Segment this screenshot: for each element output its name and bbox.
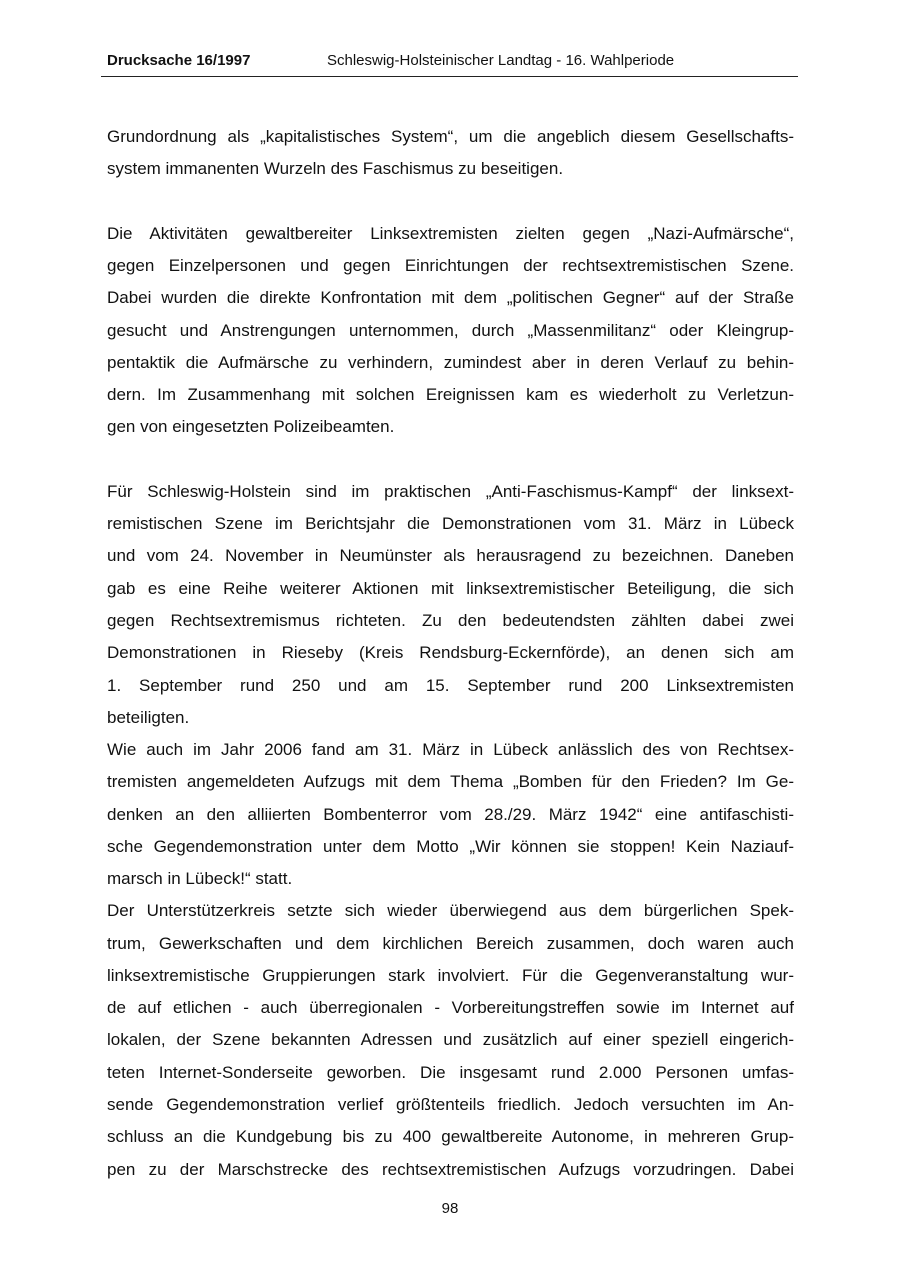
paragraph bbox=[107, 218, 794, 444]
text-line: pen zu der Marschstrecke des rechtsextremistischen Aufzugs vorzudringen. Dabei bbox=[107, 1159, 794, 1179]
text-line: dern. Im Zusammenhang mit solchen Ereignissen kam es wiederholt zu Verletzun- bbox=[107, 385, 794, 405]
paragraph-gap bbox=[107, 186, 794, 218]
header-rule bbox=[101, 76, 798, 77]
text-line: gab es eine Reihe weiterer Aktionen mit linksextremistischer Beteiligung, die sich bbox=[107, 578, 794, 598]
text-line: schluss an die Kundgebung bis zu 400 gewaltbereite Autonome, in mehreren Grup- bbox=[107, 1127, 794, 1147]
text-line: beteiligten. bbox=[107, 707, 190, 727]
text-line: Der Unterstützerkreis setzte sich wieder überwiegend aus dem bürgerlichen Spek- bbox=[107, 901, 794, 921]
page-number: 98 bbox=[441, 1200, 459, 1217]
text-line: tremisten angemeldeten Aufzugs mit dem Thema „Bomben für den Frieden? Im Ge- bbox=[107, 772, 794, 792]
text-line: denken an den alliierten Bombenterror vom 28./29. März 1942“ eine antifaschisti- bbox=[107, 804, 794, 824]
text-line: Für Schleswig-Holstein sind im praktischen „Anti-Faschismus-Kampf“ der linksext- bbox=[107, 481, 794, 501]
paragraph bbox=[107, 895, 794, 1185]
text-line: Grundordnung als „kapitalistisches System“, um die angeblich diesem Gesellschafts- bbox=[107, 127, 794, 146]
text-line: und vom 24. November in Neumünster als herausragend zu bezeichnen. Daneben bbox=[107, 546, 794, 566]
text-line: marsch in Lübeck!“ statt. bbox=[107, 869, 293, 889]
text-line: system immanenten Wurzeln des Faschismus zu beseitigen. bbox=[107, 159, 564, 179]
text-line: gesucht und Anstrengungen unternommen, durch „Massenmilitanz“ oder Kleingrup- bbox=[107, 320, 794, 340]
text-line: gegen Einzelpersonen und gegen Einrichtungen der rechtsextremistischen Szene. bbox=[107, 256, 794, 276]
text-line: Dabei wurden die direkte Konfrontation mit dem „politischen Gegner“ auf der Straße bbox=[107, 288, 794, 308]
paragraph bbox=[107, 121, 794, 186]
text-line: linksextremistische Gruppierungen stark involviert. Für die Gegenveranstaltung wur- bbox=[107, 965, 794, 985]
text-line: 1. September rund 250 und am 15. September rund 200 Linksextremisten bbox=[107, 675, 794, 695]
text-line: Demonstrationen in Rieseby (Kreis Rendsburg-Eckernförde), an denen sich am bbox=[107, 643, 794, 663]
document-number: Drucksache 16/1997 bbox=[107, 52, 251, 69]
text-line: gegen Rechtsextremismus richteten. Zu den bedeutendsten zählten dabei zwei bbox=[107, 610, 794, 630]
text-line: sende Gegendemonstration verlief größtenteils friedlich. Jedoch versuchten im An- bbox=[107, 1094, 794, 1114]
paragraph bbox=[107, 476, 794, 734]
text-line: Wie auch im Jahr 2006 fand am 31. März in Lübeck anlässlich des von Rechtsex- bbox=[107, 740, 794, 760]
document-body bbox=[107, 121, 794, 1186]
text-line: sche Gegendemonstration unter dem Motto „Wir können sie stoppen! Kein Naziauf- bbox=[107, 836, 794, 856]
text-line: gen von eingesetzten Polizeibeamten. bbox=[107, 417, 395, 437]
text-line: Die Aktivitäten gewaltbereiter Linksextremisten zielten gegen „Nazi-Aufmärsche“, bbox=[107, 223, 794, 243]
text-line: remistischen Szene im Berichtsjahr die Demonstrationen vom 31. März in Lübeck bbox=[107, 514, 794, 534]
paragraph bbox=[107, 734, 794, 895]
text-line: trum, Gewerkschaften und dem kirchlichen Bereich zusammen, doch waren auch bbox=[107, 933, 794, 953]
paragraph-gap bbox=[107, 444, 794, 476]
text-line: lokalen, der Szene bekannten Adressen und zusätzlich auf einer speziell eingerich- bbox=[107, 1030, 794, 1050]
text-line: teten Internet-Sonderseite geworben. Die insgesamt rund 2.000 Personen umfas- bbox=[107, 1062, 794, 1082]
header-title: Schleswig-Holsteinischer Landtag - 16. Wahlperiode bbox=[327, 52, 675, 69]
text-line: pentaktik die Aufmärsche zu verhindern, zumindest aber in deren Verlauf zu behin- bbox=[107, 352, 794, 372]
text-line: de auf etlichen - auch überregionalen - Vorbereitungstreffen sowie im Internet auf bbox=[107, 998, 794, 1018]
